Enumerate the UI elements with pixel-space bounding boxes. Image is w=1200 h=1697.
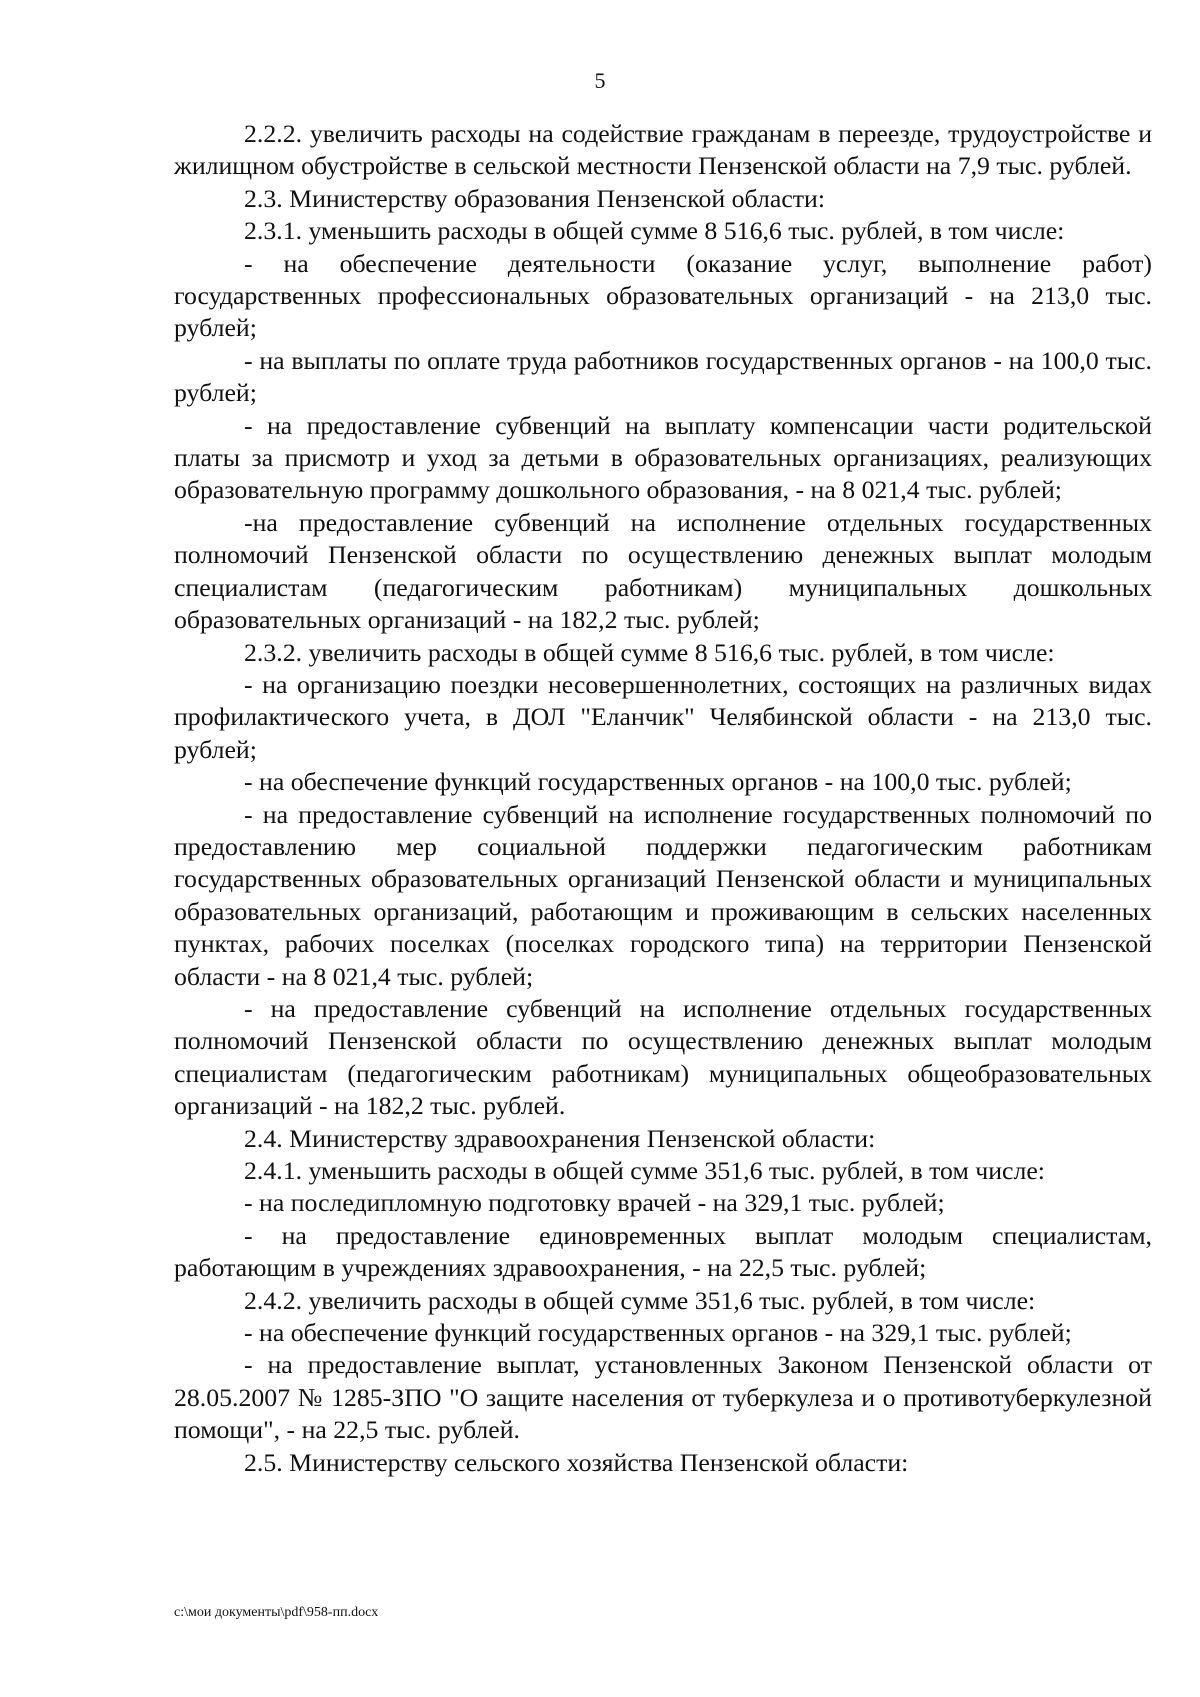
paragraph-2-3-1: 2.3.1. уменьшить расходы в общей сумме 8 516,6 тыс. рублей, в том числе: (244, 216, 1065, 246)
document-body (174, 118, 1152, 1479)
list-item-tuberculosis-law-payments: - на предоставление выплат, установленных Законом Пензенской области от 28.05.2007 № 1285-ЗПО "О защите населения от туберкулеза и о противотуберкулезной помощи", - на 22,5 тыс. рублей. (174, 1350, 1152, 1445)
list-item-state-body-functions: - на обеспечение функций государственных органов - на 100,0 тыс. рублей; (244, 767, 1072, 797)
list-item-salary-payments: - на выплаты по оплате труда работников государственных органов - на 100,0 тыс. рублей; (174, 345, 1152, 408)
paragraph-2-2-2: 2.2.2. увеличить расходы на содействие гражданам в переезде, трудоустройстве и жилищном обустройстве в сельской местности Пензенской области на 7,9 тыс. рублей. (174, 119, 1152, 181)
list-item-parental-fee-compensation: - на предоставление субвенций на выплату компенсации части родительской платы за присмотр и уход за детьми в образовательных организациях, реализующих образовательную программу дошкольного образования, - на 8 021,4 тыс. рублей; (174, 410, 1152, 505)
paragraph-2-4-heading: 2.4. Министерству здравоохранения Пензенской области: (244, 1123, 876, 1153)
list-item-health-state-body-functions: - на обеспечение функций государственных органов - на 329,1 тыс. рублей; (244, 1318, 1072, 1348)
list-item-camp-trip: - на организацию поездки несовершеннолетних, состоящих на различных видах профилактического учета, в ДОЛ "Еланчик" Челябинской области - на 213,0 тыс. рублей; (174, 669, 1152, 764)
footer-file-path: c:\мои документы\pdf\958-пп.docx (174, 1605, 379, 1620)
list-item-school-young-specialists: - на предоставление субвенций на исполнение отдельных государственных полномочий Пензенской области по осуществлению денежных выплат молодым специалистам (педагогическим работникам) муниципальных общеобразовательных организаций - на 182,2 тыс. рублей. (174, 993, 1152, 1121)
paragraph-2-4-2: 2.4.2. увеличить расходы в общей сумме 351,6 тыс. рублей, в том числе: (244, 1285, 1036, 1315)
list-item-rural-teachers-support: - на предоставление субвенций на исполнение государственных полномочий по предоставлению мер социальной поддержки педагогическим работникам государственных образовательных организаций Пензенской области и муниципальных образовательных организаций, работающим и проживающим в сельских населенных пунктах, рабочих поселках (поселках городского типа) на территории Пензенской области - на 8 021,4 тыс. рублей; (174, 799, 1152, 991)
list-item-preschool-young-specialists: -на предоставление субвенций на исполнение отдельных государственных полномочий Пензенской области по осуществлению денежных выплат молодым специалистам (педагогическим работникам) муниципальных дошкольных образовательных организаций - на 182,2 тыс. рублей; (174, 507, 1152, 635)
list-item-professional-organizations: - на обеспечение деятельности (оказание услуг, выполнение работ) государственных профессиональных образовательных организаций - на 213,0 тыс. рублей; (174, 248, 1152, 343)
paragraph-2-3-2: 2.3.2. увеличить расходы в общей сумме 8 516,6 тыс. рублей, в том числе: (244, 637, 1055, 667)
list-item-postgraduate-training: - на последипломную подготовку врачей - на 329,1 тыс. рублей; (244, 1188, 945, 1218)
paragraph-2-3-heading: 2.3. Министерству образования Пензенской области: (244, 183, 826, 213)
page-number: 5 (594, 68, 606, 93)
paragraph-2-4-1: 2.4.1. уменьшить расходы в общей сумме 351,6 тыс. рублей, в том числе: (244, 1156, 1045, 1185)
list-item-one-time-payments: - на предоставление единовременных выплат молодым специалистам, работающим в учреждениях здравоохранения, - на 22,5 тыс. рублей; (174, 1220, 1152, 1283)
paragraph-2-5-heading: 2.5. Министерству сельского хозяйства Пензенской области: (244, 1447, 909, 1477)
